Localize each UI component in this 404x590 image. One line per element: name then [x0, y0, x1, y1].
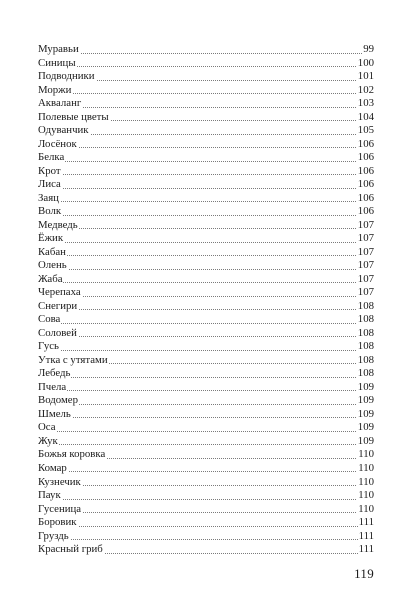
toc-entry-title: Оса	[38, 421, 56, 434]
dot-leader	[38, 404, 374, 405]
toc-entry[interactable]	[38, 192, 374, 206]
dot-leader	[38, 471, 374, 472]
dot-leader	[38, 499, 374, 500]
toc-entry-page: 100	[357, 56, 374, 69]
page-number: 119	[354, 566, 374, 581]
dot-leader	[38, 147, 374, 148]
toc-entry[interactable]	[38, 489, 374, 503]
toc-entry-title: Заяц	[38, 191, 59, 204]
toc-entry-title: Комар	[38, 461, 67, 474]
toc-entry-title: Волк	[38, 205, 62, 218]
toc-entry-title: Кузнечик	[38, 475, 81, 488]
toc-entry-page: 106	[357, 164, 374, 177]
toc-entry-page: 106	[357, 191, 374, 204]
toc-entry-page: 110	[358, 502, 374, 515]
toc-entry[interactable]	[38, 111, 374, 125]
toc-entry-page: 107	[357, 286, 374, 299]
dot-leader	[38, 309, 374, 310]
toc-entry[interactable]	[38, 476, 374, 490]
toc-entry-title: Шмель	[38, 407, 71, 420]
toc-entry-page: 109	[357, 380, 374, 393]
toc-entry-page: 109	[357, 421, 374, 434]
toc-entry-title: Моржи	[38, 83, 72, 96]
toc-entry-page: 110	[358, 489, 374, 502]
toc-entry-page: 108	[357, 340, 374, 353]
toc-entry-title: Ёжик	[38, 232, 64, 245]
toc-entry-title: Пчела	[38, 380, 67, 393]
toc-entry[interactable]	[38, 138, 374, 152]
toc-entry[interactable]	[38, 354, 374, 368]
dot-leader	[38, 431, 374, 432]
toc-entry[interactable]	[38, 205, 374, 219]
toc-entry-page: 110	[358, 475, 374, 488]
toc-entry[interactable]	[38, 435, 374, 449]
toc-entry-title: Боровик	[38, 516, 77, 529]
toc-entry-title: Лиса	[38, 178, 61, 191]
toc-entry[interactable]	[38, 246, 374, 260]
dot-leader	[38, 485, 374, 486]
toc-entry-page: 111	[358, 516, 374, 529]
toc-entry[interactable]	[38, 232, 374, 246]
dot-leader	[38, 444, 374, 445]
toc-entry[interactable]	[38, 367, 374, 381]
toc-entry-page: 107	[357, 245, 374, 258]
toc-entry-page: 107	[357, 259, 374, 272]
toc-entry[interactable]	[38, 273, 374, 287]
toc-entry[interactable]	[38, 394, 374, 408]
toc-entry-title: Муравьи	[38, 43, 79, 55]
dot-leader	[38, 174, 374, 175]
toc-entry-title: Медведь	[38, 218, 78, 231]
dot-leader	[38, 417, 374, 418]
toc-entry-title: Подводники	[38, 70, 95, 83]
toc-entry-title: Крот	[38, 164, 61, 177]
dot-leader	[38, 107, 374, 108]
toc-entry-page: 109	[357, 394, 374, 407]
toc-entry-page: 107	[357, 272, 374, 285]
toc-entry-title: Соловей	[38, 326, 77, 339]
dot-leader	[38, 539, 374, 540]
toc-entry-title: Снегири	[38, 299, 78, 312]
dot-leader	[38, 188, 374, 189]
toc-entry[interactable]	[38, 286, 374, 300]
toc-entry[interactable]	[38, 151, 374, 165]
toc-entry[interactable]	[38, 340, 374, 354]
toc-entry-page: 103	[357, 97, 374, 110]
toc-entry-title: Кабан	[38, 245, 66, 258]
toc-entry-page: 106	[357, 151, 374, 164]
dot-leader	[38, 526, 374, 527]
toc-entry-page: 99	[363, 43, 374, 55]
toc-entry[interactable]	[38, 300, 374, 314]
toc-entry-title: Белка	[38, 151, 65, 164]
dot-leader	[38, 215, 374, 216]
toc-entry[interactable]	[38, 543, 374, 557]
toc-entry-title: Паук	[38, 489, 61, 502]
toc-entry-title: Полевые цветы	[38, 110, 109, 123]
toc-entry[interactable]	[38, 462, 374, 476]
toc-entry-title: Одуванчик	[38, 124, 89, 137]
toc-entry-title: Олень	[38, 259, 67, 272]
toc-entry-page: 109	[357, 407, 374, 420]
toc-entry-title: Груздь	[38, 529, 69, 542]
dot-leader	[38, 255, 374, 256]
toc-entry-page: 106	[357, 137, 374, 150]
dot-leader	[38, 53, 374, 54]
dot-leader	[38, 93, 374, 94]
toc-entry[interactable]	[38, 503, 374, 517]
dot-leader	[38, 350, 374, 351]
toc-entry[interactable]	[38, 327, 374, 341]
toc-entry-title: Жаба	[38, 272, 63, 285]
toc-entry[interactable]	[38, 381, 374, 395]
toc-entry[interactable]	[38, 516, 374, 530]
dot-leader	[38, 336, 374, 337]
toc-entry-title: Черепаха	[38, 286, 81, 299]
toc-entry[interactable]	[38, 421, 374, 435]
toc-entry-title: Божья коровка	[38, 448, 106, 461]
toc-entry-page: 108	[357, 313, 374, 326]
toc-entry[interactable]	[38, 530, 374, 544]
toc-entry[interactable]	[38, 219, 374, 233]
dot-leader	[38, 228, 374, 229]
toc-entry[interactable]	[38, 124, 374, 138]
toc-entry[interactable]	[38, 84, 374, 98]
toc-entry-page: 110	[358, 461, 374, 474]
toc-entry-page: 101	[357, 70, 374, 83]
dot-leader	[38, 377, 374, 378]
toc-entry-page: 108	[357, 299, 374, 312]
toc-entry-page: 102	[357, 83, 374, 96]
toc-entry-page: 105	[357, 124, 374, 137]
toc-entry[interactable]	[38, 259, 374, 273]
toc-entry-page: 111	[358, 543, 374, 556]
toc-entry-title: Сова	[38, 313, 61, 326]
dot-leader	[38, 323, 374, 324]
toc-entry[interactable]	[38, 408, 374, 422]
dot-leader	[38, 66, 374, 67]
dot-leader	[38, 512, 374, 513]
toc-entry-title: Лосёнок	[38, 137, 77, 150]
toc-entry-page: 106	[357, 205, 374, 218]
toc-entry-title: Синицы	[38, 56, 76, 69]
toc-entry-title: Гусеница	[38, 502, 82, 515]
toc-entry-page: 108	[357, 326, 374, 339]
toc-entry-title: Гусь	[38, 340, 59, 353]
toc-entry[interactable]	[38, 57, 374, 71]
toc-entry-title: Акваланг	[38, 97, 82, 110]
toc-entry-page: 108	[357, 353, 374, 366]
toc-entry-page: 104	[357, 110, 374, 123]
toc-entry-page: 107	[357, 218, 374, 231]
toc-entry-page: 108	[357, 367, 374, 380]
toc-entry-title: Водомер	[38, 394, 78, 407]
toc-entry[interactable]	[38, 97, 374, 111]
dot-leader	[38, 242, 374, 243]
toc-entry-title: Красный гриб	[38, 543, 103, 556]
toc-entry[interactable]	[38, 313, 374, 327]
dot-leader	[38, 269, 374, 270]
dot-leader	[38, 390, 374, 391]
toc-entry[interactable]	[38, 448, 374, 462]
dot-leader	[38, 296, 374, 297]
toc-entry[interactable]	[38, 165, 374, 179]
toc-entry-page: 109	[357, 434, 374, 447]
toc-entry-page: 111	[358, 529, 374, 542]
dot-leader	[38, 282, 374, 283]
toc-entry-page: 107	[357, 232, 374, 245]
toc-entry[interactable]	[38, 43, 374, 57]
toc-entry[interactable]	[38, 70, 374, 84]
dot-leader	[38, 201, 374, 202]
toc-entry-page: 110	[358, 448, 374, 461]
toc-entry-title: Жук	[38, 434, 58, 447]
dot-leader	[38, 161, 374, 162]
toc-entry-title: Утка с утятами	[38, 353, 108, 366]
toc-entry-page: 106	[357, 178, 374, 191]
table-of-contents	[38, 43, 374, 557]
toc-entry[interactable]	[38, 178, 374, 192]
toc-entry-title: Лебедь	[38, 367, 71, 380]
